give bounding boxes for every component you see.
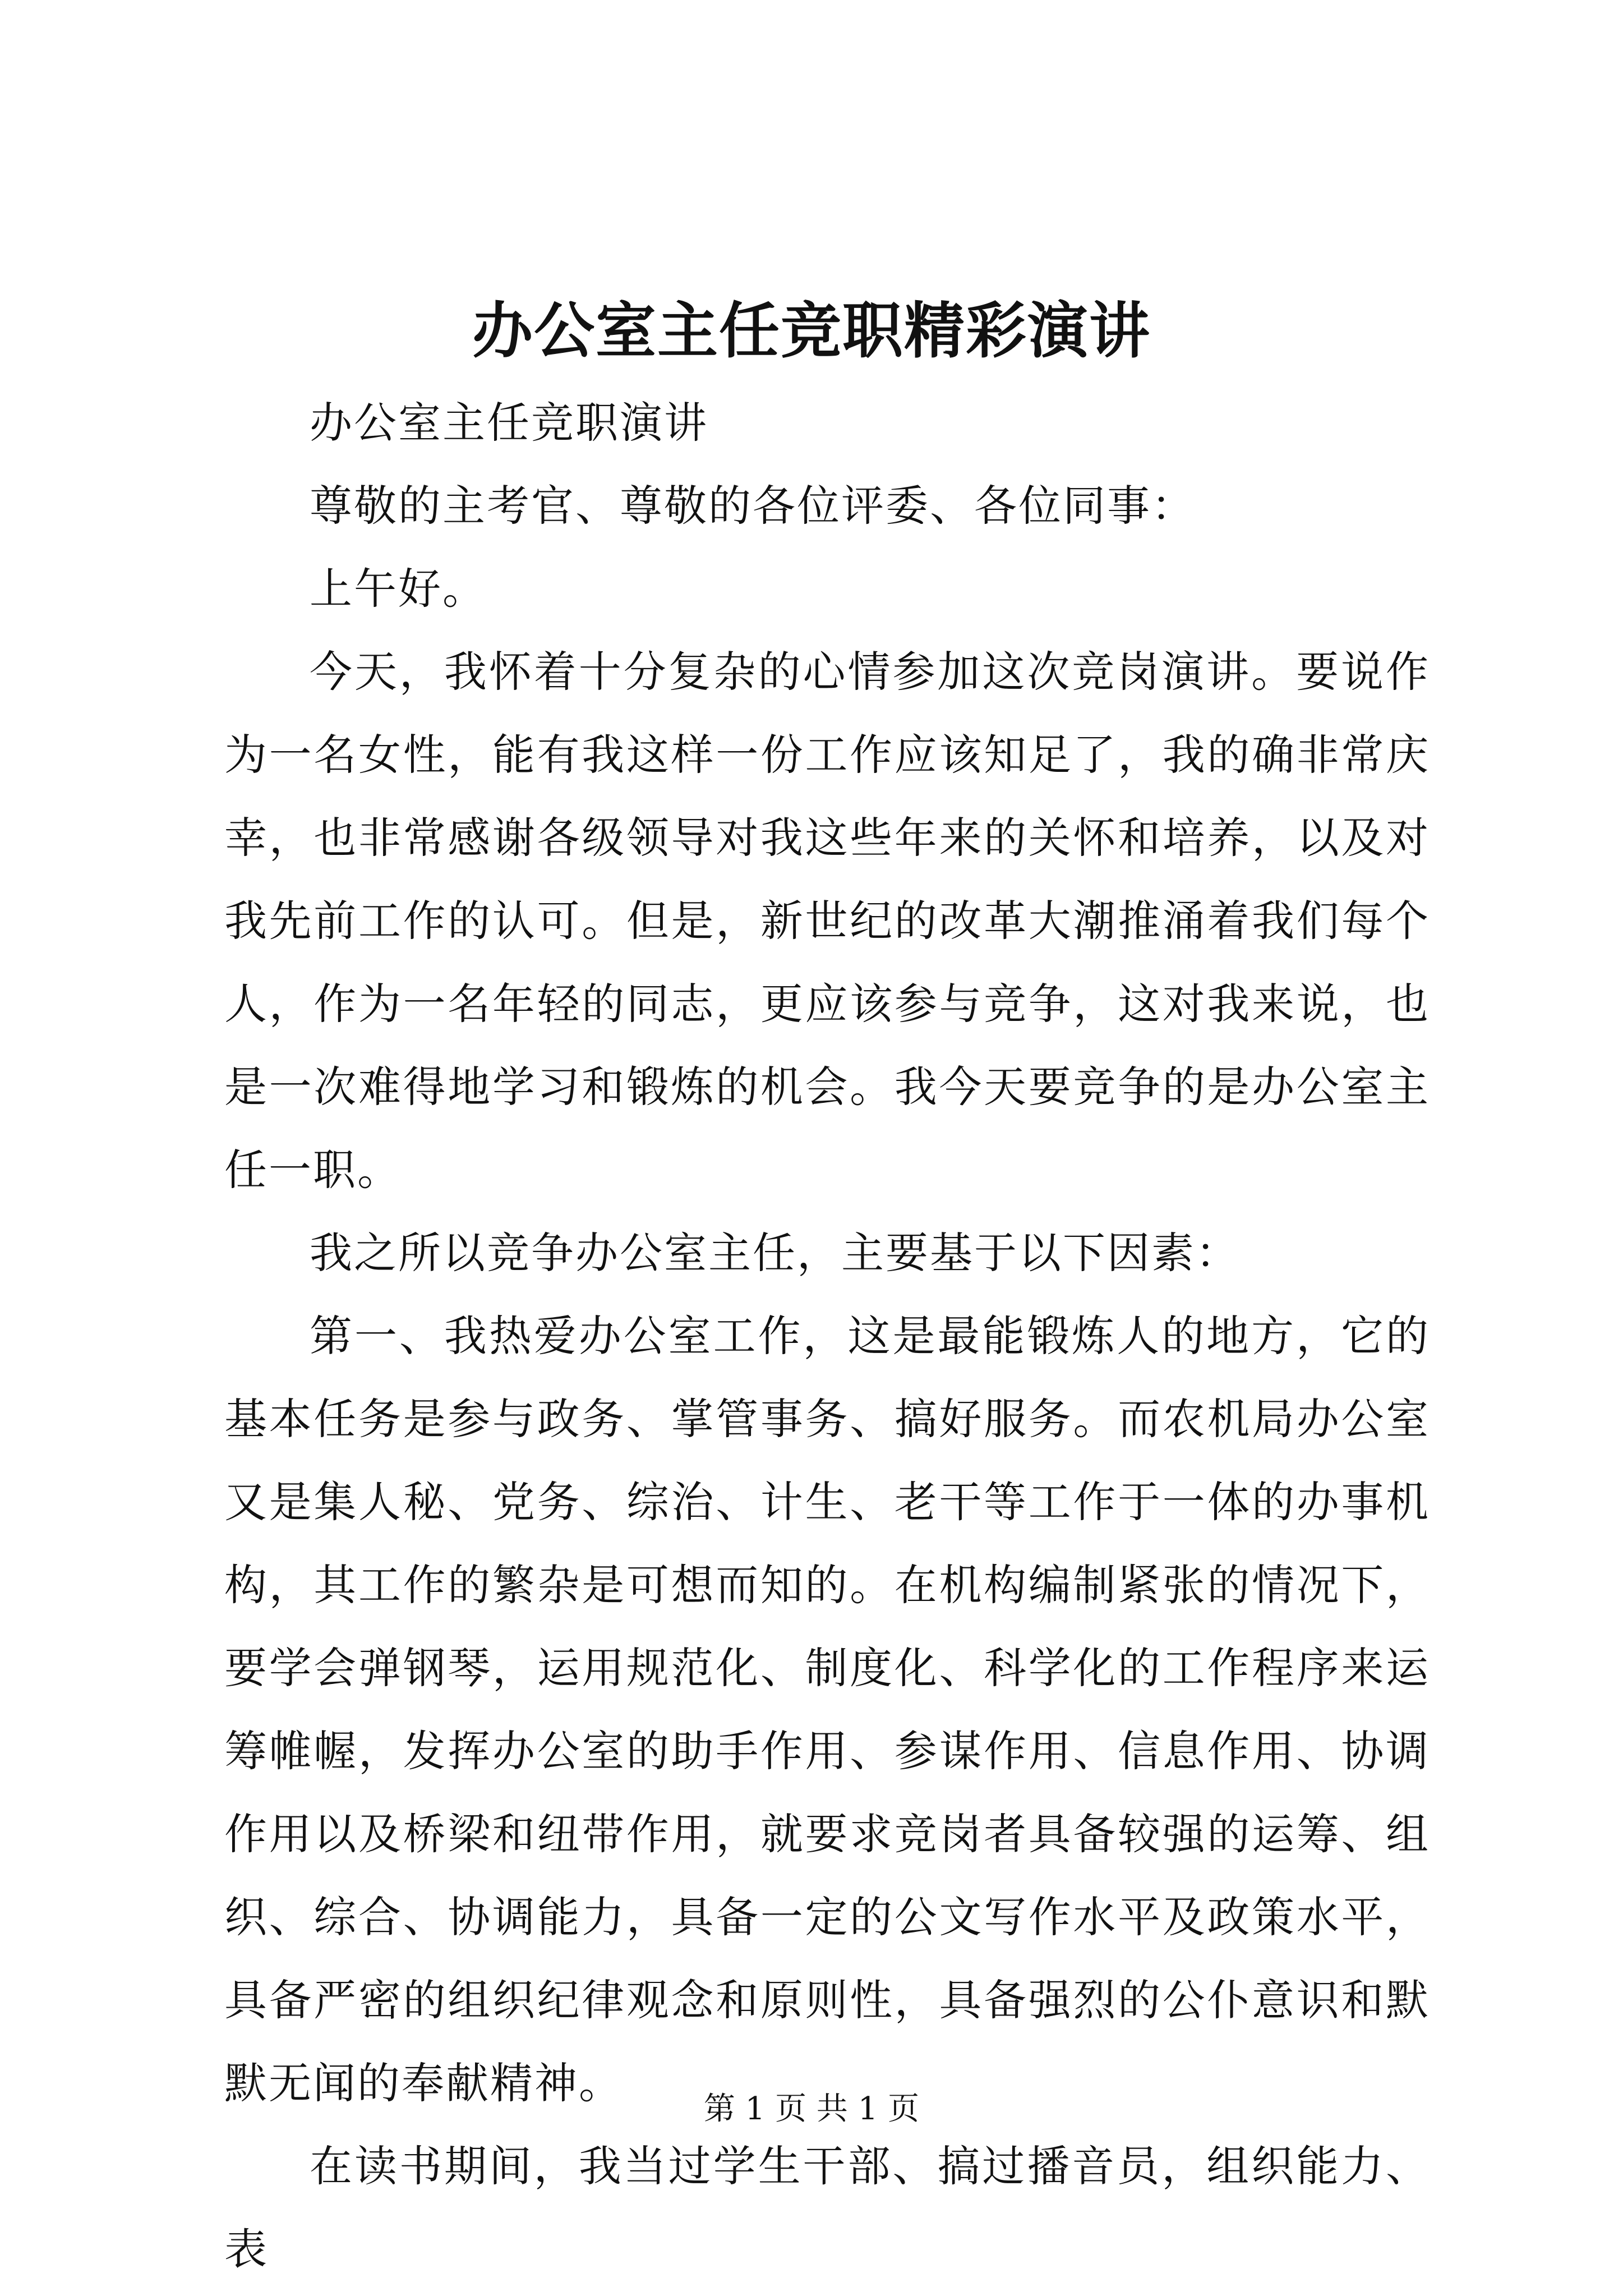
page-footer: 第 1 页 共 1 页 xyxy=(703,2091,920,2127)
document-body xyxy=(224,381,1430,2291)
document-title: 办公室主任竞职精彩演讲 xyxy=(472,296,1151,366)
paragraph-subtitle: 办公室主任竞职演讲 xyxy=(310,398,708,448)
paragraph-study-period: 在读书期间，我当过学生干部、搞过播音员，组织能力、表 xyxy=(224,2141,1430,2274)
paragraph-salutation: 尊敬的主考官、尊敬的各位评委、各位同事： xyxy=(310,481,1196,531)
paragraph-greeting: 上午好。 xyxy=(310,564,487,614)
paragraph-reason-one: 第一、我热爱办公室工作，这是最能锻炼人的地方，它的基本任务是参与政务、掌管事务、搞好服务。而农机局办公室又是集人秘、党务、综治、计生、老干等工作于一体的办事机构，其工作的繁杂是可想而知的。在机构编制紧张的情况下，要学会弹钢琴，运用规范化、制度化、科学化的工作程序来运筹帷幄，发挥办公室的助手作用、参谋作用、信息作用、协调作用以及桥梁和纽带作用，就要求竞岗者具备较强的运筹、组织、综合、协调能力，具备一定的公文写作水平及政策水平，具备严密的组织纪律观念和原则性，具备强烈的公仆意识和默默无闻的奉献精神。 xyxy=(224,1311,1430,2108)
paragraph-reasons-lead: 我之所以竞争办公室主任，主要基于以下因素： xyxy=(310,1228,1240,1278)
paragraph-intro: 今天，我怀着十分复杂的心情参加这次竞岗演讲。要说作为一名女性，能有我这样一份工作应该知足了，我的确非常庆幸，也非常感谢各级领导对我这些年来的关怀和培养，以及对我先前工作的认可。但是，新世纪的改革大潮推涌着我们每个人，作为一名年轻的同志，更应该参与竞争，这对我来说，也是一次难得地学习和锻炼的机会。我今天要竞争的是办公室主任一职。 xyxy=(224,647,1430,1195)
